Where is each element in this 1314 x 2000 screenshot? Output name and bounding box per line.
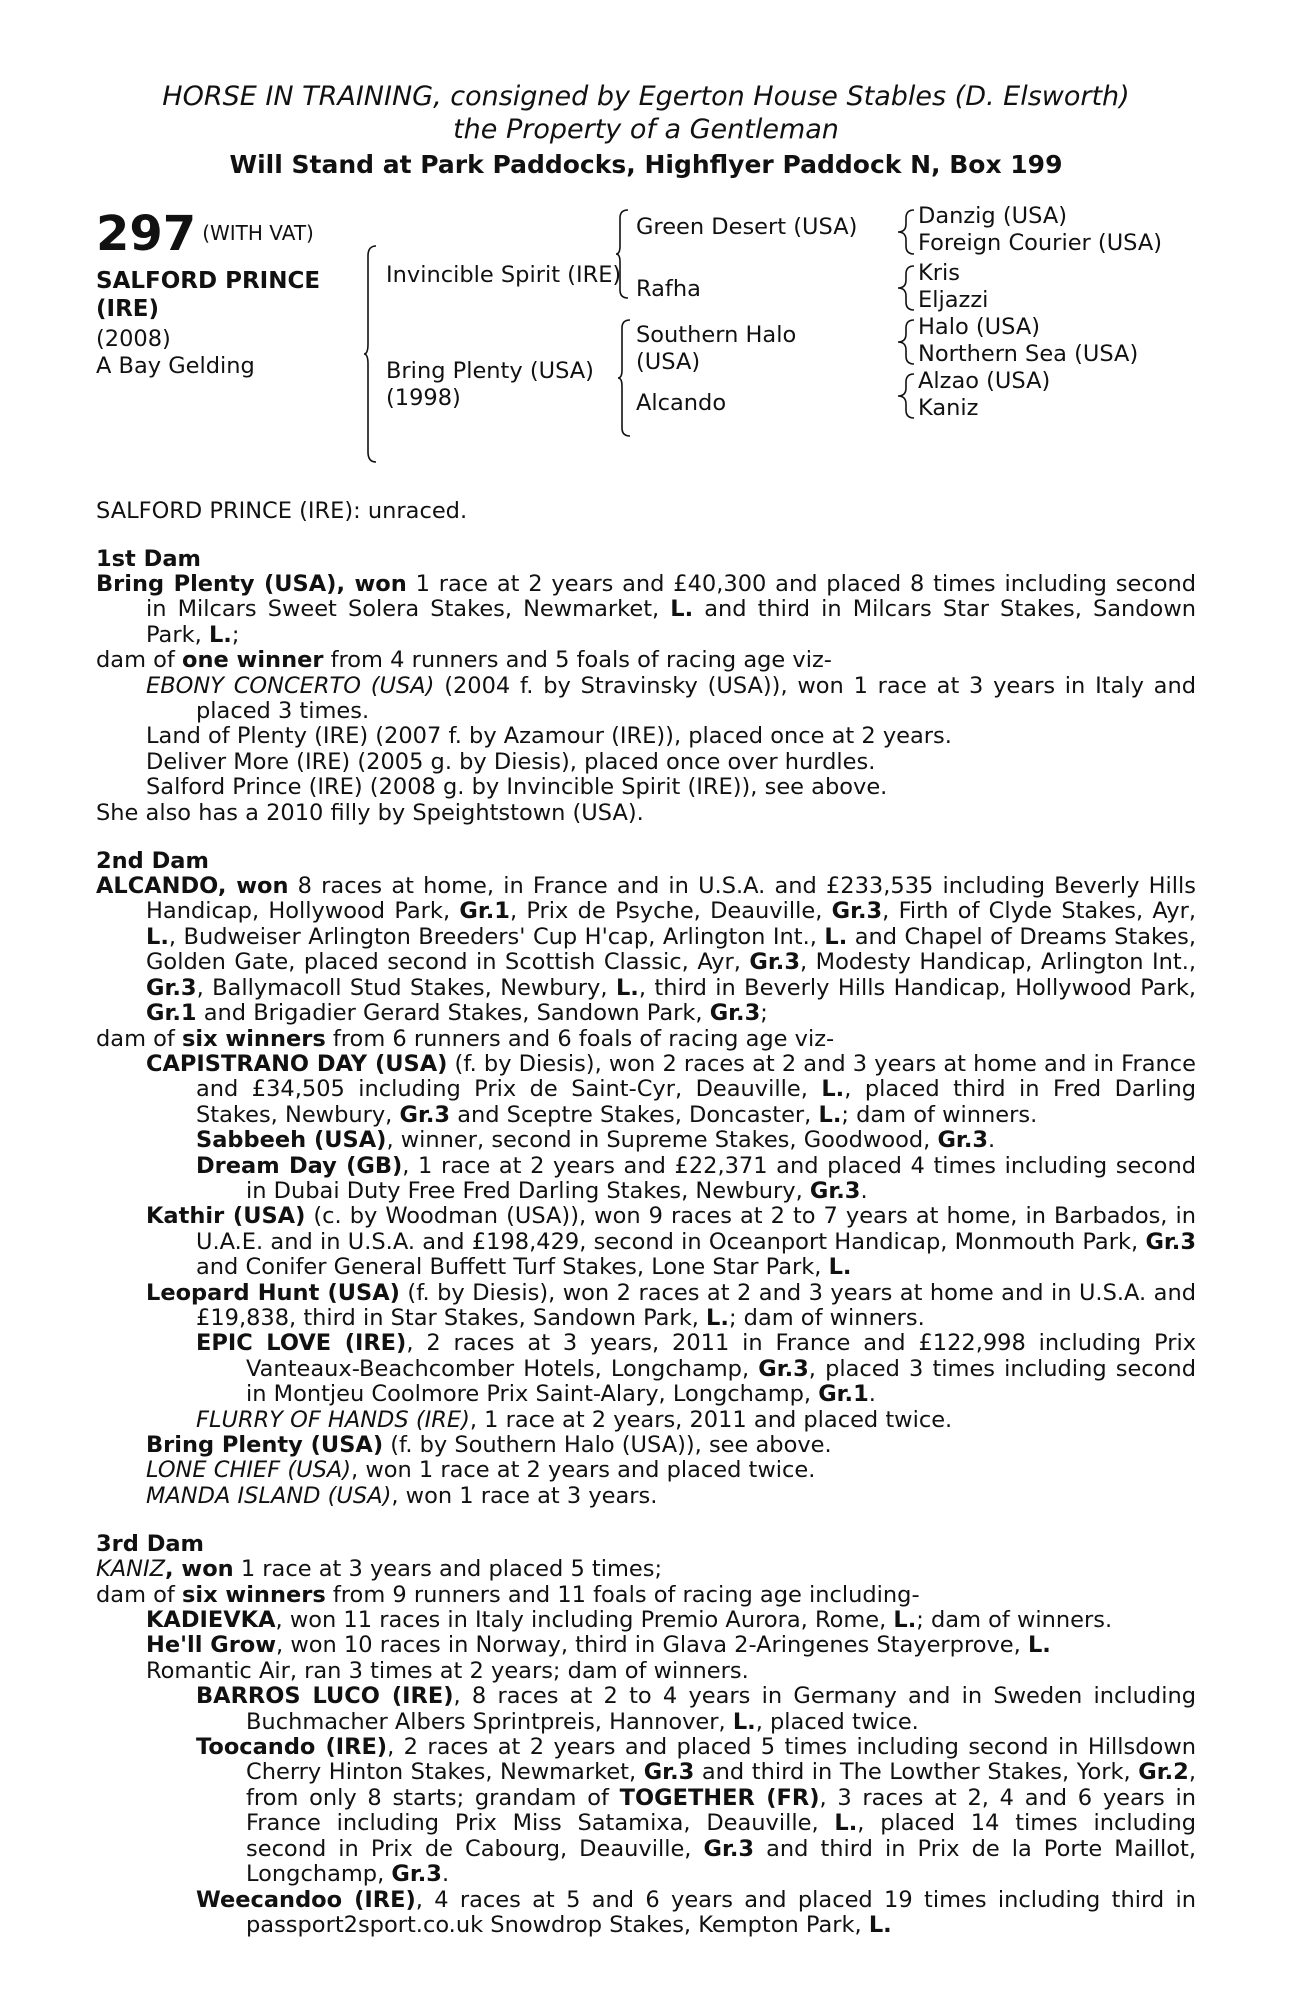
ggdam-2: Foreign Courier (USA) [918, 230, 1163, 256]
dam-name: Bring Plenty (USA) [96, 571, 337, 597]
produce-note: She also has a 2010 filly by Speightstown (USA). [96, 799, 644, 826]
catalogue-page [96, 0, 1196, 1938]
produce-entry: Salford Prince (IRE) (2008 g. by Invincible Spirit (IRE)), see above. [146, 774, 888, 801]
horse-name: SALFORD PRINCE [96, 268, 321, 294]
produce-entry: FLURRY OF HANDS (IRE), 1 race at 2 years, 2011 and placed twice. [196, 1406, 953, 1433]
bracket-gen1 [364, 244, 378, 464]
header-property: the Property of a Gentleman [453, 114, 839, 145]
sire-sire: Green Desert (USA) [636, 214, 858, 240]
header-consignor: HORSE IN TRAINING, consigned by Egerton House Stables (D. Elsworth) [162, 81, 1130, 112]
ggsire-3: Kris [918, 260, 960, 286]
produce-entry: Leopard Hunt (USA) (f. by Diesis), won 2 races at 2 and 3 years at home and in U.S.A. and £19,838, third in Star Stakes, Sandown Park, L.; dam of winners. [146, 1279, 1196, 1331]
produce-entry: Dream Day (GB), 1 race at 2 years and £22,371 and placed 4 times including second in Dubai Duty Free Fred Darling Stakes, Newbury, Gr.3. [196, 1152, 1196, 1204]
lot-number: 297 [96, 206, 197, 262]
produce-entry: Bring Plenty (USA) (f. by Southern Halo (USA)), see above. [146, 1432, 832, 1458]
first-dam-record: Bring Plenty (USA), won 1 race at 2 years and £40,300 and placed 8 times including second in Milcars Sweet Solera Stakes, Newmarket, L. and third in Milcars Star Stakes, Sandown Park, L.; [96, 571, 1196, 648]
produce-entry: EPIC LOVE (IRE), 2 races at 3 years, 2011 in France and £122,998 including Prix Vanteaux-Beachcomber Hotels, Longchamp, Gr.3, placed 3 times including second in Montjeu Coolmore Prix Saint-Alary, Longchamp, Gr.1. [196, 1330, 1197, 1408]
header-location: Will Stand at Park Paddocks, Highflyer Paddock N, Box 199 [229, 150, 1063, 179]
lot-number-line [96, 206, 314, 262]
dam-year: (1998) [386, 385, 461, 411]
third-dam-record: KANIZ, won 1 race at 3 years and placed 5 times; [96, 1556, 663, 1583]
bracket-dam [618, 318, 632, 448]
produce-entry: Deliver More (IRE) (2005 g. by Diesis), placed once over hurdles. [146, 748, 876, 775]
bracket-gg2 [896, 260, 916, 316]
produce-entry: CAPISTRANO DAY (USA) (f. by Diesis), won 2 races at 2 and 3 years at home and in France and £34,505 including Prix de Saint-Cyr, Deauville, L., placed third in Fred Darling Stakes, Newbury, Gr.3 and Sceptre Stakes, Doncaster, L.; dam of winners. [146, 1050, 1197, 1128]
ggdam-4: Eljazzi [918, 287, 989, 313]
first-dam-produce-summary: dam of one winner from 4 runners and 5 foals of racing age viz- [96, 647, 832, 674]
ggdam-8: Kaniz [918, 395, 979, 421]
second-dam-title: 2nd Dam [96, 848, 209, 875]
second-dam-produce-summary: dam of six winners from 6 runners and 6 foals of racing age viz- [96, 1025, 835, 1052]
ggdam-6: Northern Sea (USA) [918, 341, 1139, 367]
produce-entry: KADIEVKA, won 11 races in Italy including Premio Aurora, Rome, L.; dam of winners. [146, 1607, 1113, 1634]
vat-note: (WITH VAT) [202, 221, 314, 245]
horse-description: A Bay Gelding [96, 353, 255, 379]
third-dam-section [96, 1531, 1196, 1938]
first-dam-section [96, 546, 1196, 826]
bracket-gg4 [896, 368, 916, 424]
produce-entry: Toocando (IRE), 2 races at 2 years and placed 5 times including second in Hillsdown Cherry Hinton Stakes, Newmarket, Gr.3 and third in The Lowther Stakes, York, Gr.2, from only 8 starts; grandam of TOGETHER (FR), 3 races at 2, 4 and 6 years in France including Prix Miss Satamixa, Deauville, L., placed 14 times including second in Prix de Cabourg, Deauville, Gr.3 and third in Prix de la Porte Maillot, Longchamp, Gr.3. [196, 1734, 1197, 1888]
foaling-year: (2008) [96, 326, 171, 352]
produce-entry: Romantic Air, ran 3 times at 2 years; dam of winners. [146, 1657, 749, 1684]
produce-entry: He'll Grow, won 10 races in Norway, third in Glava 2-Aringenes Stayerprove, L. [146, 1632, 1051, 1659]
ggsire-1: Danzig (USA) [918, 203, 1067, 229]
produce-entry: Kathir (USA) (c. by Woodman (USA)), won 9 races at 2 to 7 years at home, in Barbados, in U.A.E. and in U.S.A. and £198,429, second in Oceanport Handicap, Monmouth Park, Gr.3 and Conifer General Buffett Turf Stakes, Lone Star Park, L. [146, 1203, 1196, 1281]
second-dam-section [96, 848, 1196, 1509]
ggsire-5: Halo (USA) [918, 314, 1040, 340]
second-dam-record: ALCANDO, won 8 races at home, in France and in U.S.A. and £233,535 including Beverly Hills Handicap, Hollywood Park, Gr.1, Prix de Psyche, Deauville, Gr.3, Firth of Clyde Stakes, Ayr, L., Budweiser Arlington Breeders' Cup H'cap, Arlington Int., L. and Chapel of Dreams Stakes, Golden Gate, placed second in Scottish Classic, Ayr, Gr.3, Modesty Handicap, Arlington Int., Gr.3, Ballymacoll Stud Stakes, Newbury, L., third in Beverly Hills Handicap, Hollywood Park, Gr.1 and Brigadier Gerard Stakes, Sandown Park, Gr.3; [96, 873, 1197, 1027]
produce-entry: Land of Plenty (IRE) (2007 f. by Azamour (IRE)), placed once at 2 years. [146, 723, 952, 750]
dam-sire-suffix: (USA) [636, 349, 701, 375]
produce-entry: MANDA ISLAND (USA), won 1 race at 3 years. [146, 1482, 658, 1509]
produce-entry: EBONY CONCERTO (USA) (2004 f. by Stravinsky (USA)), won 1 race at 3 years in Italy and placed 3 times. [146, 672, 1196, 725]
produce-entry: LONE CHIEF (USA), won 1 race at 2 years and placed twice. [146, 1457, 816, 1484]
third-dam-produce-summary: dam of six winners from 9 runners and 11 foals of racing age including- [96, 1581, 920, 1608]
horse-name-suffix: (IRE) [96, 296, 160, 322]
bracket-gg3 [896, 314, 916, 370]
produce-entry: BARROS LUCO (IRE), 8 races at 2 to 4 years in Germany and in Sweden including Buchmacher Albers Sprintpreis, Hannover, L., placed twice. [196, 1683, 1196, 1735]
bracket-sire [616, 208, 630, 308]
bracket-gg1 [896, 204, 916, 264]
sire: Invincible Spirit (IRE) [386, 262, 622, 288]
produce-entry: Sabbeeh (USA), winner, second in Supreme Stakes, Goodwood, Gr.3. [196, 1127, 996, 1154]
first-dam-title: 1st Dam [96, 546, 201, 572]
dam-sire: Southern Halo [636, 322, 797, 348]
ggsire-7: Alzao (USA) [918, 368, 1051, 394]
produce-entry: Weecandoo (IRE), 4 races at 5 and 6 years and placed 19 times including third in passport2sport.co.uk Snowdrop Stakes, Kempton Park, L. [196, 1886, 1196, 1938]
dam-dam: Alcando [636, 390, 727, 416]
sire-dam: Rafha [636, 276, 701, 302]
dam-name: Bring Plenty (USA) [386, 358, 594, 384]
third-dam-title: 3rd Dam [96, 1531, 204, 1558]
pedigree-block [96, 203, 1196, 468]
race-record: SALFORD PRINCE (IRE): unraced. [96, 498, 468, 524]
